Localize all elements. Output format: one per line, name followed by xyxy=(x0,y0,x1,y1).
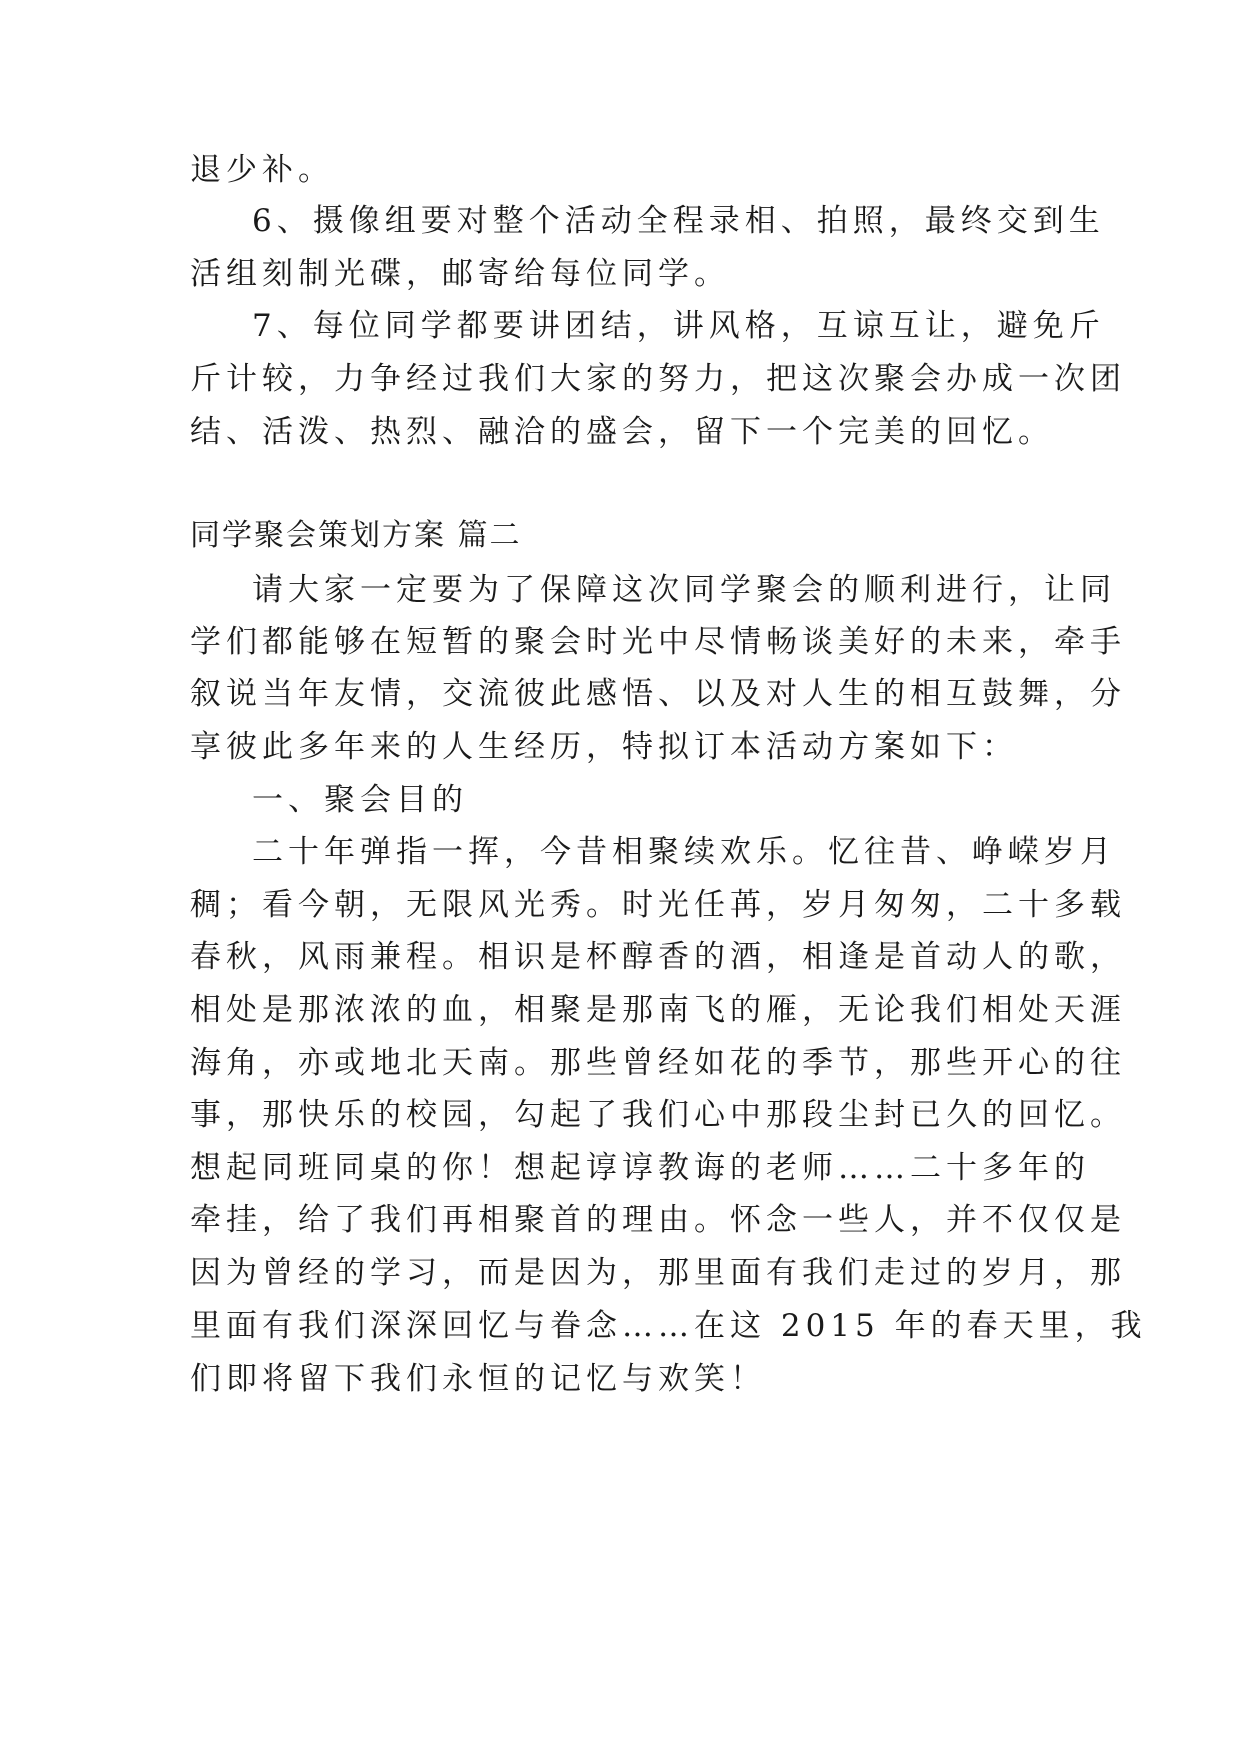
paragraph-line: 海角，亦或地北天南。那些曾经如花的季节，那些开心的往 xyxy=(190,1045,1126,1081)
paragraph-line: 6、摄像组要对整个活动全程录相、拍照，最终交到生 xyxy=(252,203,1105,239)
paragraph-line: 请大家一定要为了保障这次同学聚会的顺利进行，让同 xyxy=(252,572,1116,608)
paragraph-line: 斤计较，力争经过我们大家的努力，把这次聚会办成一次团 xyxy=(190,361,1126,397)
paragraph-line: 享彼此多年来的人生经历，特拟订本活动方案如下： xyxy=(190,729,1018,765)
paragraph-line: 相处是那浓浓的血，相聚是那南飞的雁，无论我们相处天涯 xyxy=(190,992,1126,1028)
paragraph-line: 结、活泼、热烈、融洽的盛会，留下一个完美的回忆。 xyxy=(190,414,1054,450)
paragraph-line: 学们都能够在短暂的聚会时光中尽情畅谈美好的未来，牵手 xyxy=(190,624,1126,660)
paragraph-line: 里面有我们深深回忆与眷念……在这 2015 年的春天里，我 xyxy=(190,1308,1147,1344)
section-heading: 同学聚会策划方案 篇二 xyxy=(190,518,522,553)
paragraph-line: 退少补。 xyxy=(190,152,334,188)
paragraph-line: 事，那快乐的校园，勾起了我们心中那段尘封已久的回忆。 xyxy=(190,1097,1126,1133)
paragraph-line: 想起同班同桌的你！想起谆谆教诲的老师……二十多年的 xyxy=(190,1150,1090,1186)
paragraph-line: 牵挂，给了我们再相聚首的理由。怀念一些人，并不仅仅是 xyxy=(190,1202,1126,1238)
paragraph-line: 二十年弹指一挥，今昔相聚续欢乐。忆往昔、峥嵘岁月 xyxy=(252,834,1116,870)
paragraph-line: 因为曾经的学习，而是因为，那里面有我们走过的岁月，那 xyxy=(190,1255,1126,1291)
paragraph-line: 春秋，风雨兼程。相识是杯醇香的酒，相逢是首动人的歌， xyxy=(190,939,1126,975)
paragraph-line: 叙说当年友情，交流彼此感悟、以及对人生的相互鼓舞，分 xyxy=(190,676,1126,712)
paragraph-line: 稠；看今朝，无限风光秀。时光任苒，岁月匆匆，二十多载 xyxy=(190,887,1126,923)
paragraph-line: 们即将留下我们永恒的记忆与欢笑！ xyxy=(190,1361,766,1397)
paragraph-line: 7、每位同学都要讲团结，讲风格，互谅互让，避免斤 xyxy=(252,308,1105,344)
paragraph-line: 活组刻制光碟，邮寄给每位同学。 xyxy=(190,256,730,292)
subsection-heading: 一、聚会目的 xyxy=(252,782,468,818)
